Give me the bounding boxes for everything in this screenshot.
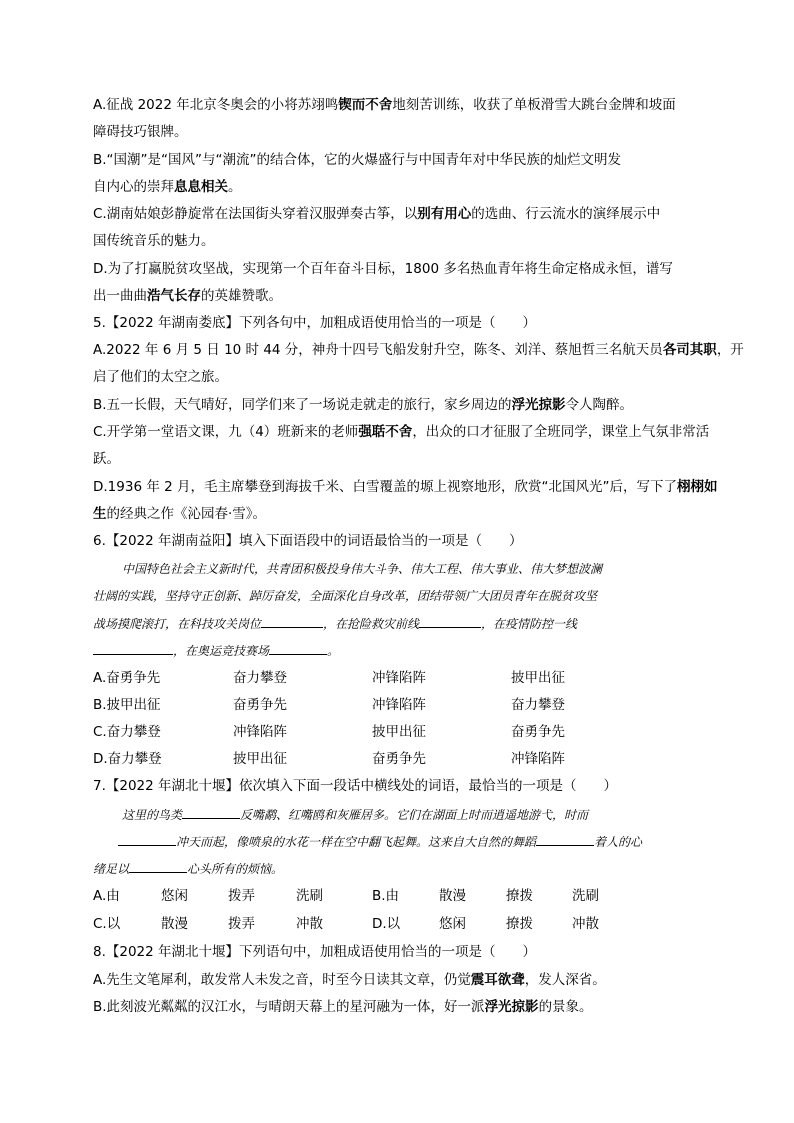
q7-option-c-word3: 拨弄 <box>228 916 255 932</box>
q5-stem: 5.【2022 年湖南娄底】下列各句中，加粗成语使用恰当的一项是（ ） <box>93 315 537 331</box>
q5-option-d-line1: D.1936 年 2 月，毛主席攀登到海拔千米、白雪覆盖的塬上视察地形，欣赏“北国风光”后，写下了栩栩如 <box>93 479 718 495</box>
q5-option-c-line1: C.开学第一堂语文课，九（4）班新来的老师强聒不舍，出众的口才征服了全班同学，课堂上气氛非常活 <box>93 424 710 440</box>
q6-option-b-label: B.披甲出征 <box>93 697 161 713</box>
q7-blank-1 <box>182 804 240 819</box>
q5-option-c-idiom: 强聒不舍 <box>358 424 413 440</box>
q6-option-a-label: A.奋勇争先 <box>93 670 161 686</box>
q5-option-d-idiom-part1: 栩栩如 <box>677 479 718 495</box>
q6-option-d-label: D.奋力攀登 <box>93 751 162 767</box>
q4-option-b-line1: B.“国潮”是“国风”与“潮流”的结合体，它的火爆盛行与中国青年对中华民族的灿烂文明发 <box>93 152 622 168</box>
q6-blank-4 <box>269 640 327 655</box>
q7-passage-line3: 绪足以 心头所有的烦恼。 <box>93 858 283 879</box>
q5-option-c-line2: 跃。 <box>93 451 120 467</box>
q5-option-b-idiom: 浮光掠影 <box>511 397 566 413</box>
q8-option-a: A.先生文笔犀利，敢发常人未发之音，时至今日读其文章，仍觉震耳欲聋，发人深省。 <box>93 972 606 988</box>
q7-passage-line2: 冲天而起，像喷泉的水花一样在空中翻飞起舞。这来自大自然的舞蹈 着人的心 <box>118 831 642 852</box>
q6-passage-line3: 战场摸爬滚打，在科技攻关岗位 ，在抢险救灾前线 ，在疫情防控一线 <box>93 613 577 634</box>
q6-option-a-word3: 冲锋陷阵 <box>372 670 426 686</box>
q7-option-c-word2: 散漫 <box>161 916 188 932</box>
q6-blank-3 <box>93 640 173 655</box>
q6-stem: 6.【2022 年湖南益阳】填入下面语段中的词语最恰当的一项是（ ） <box>93 533 523 549</box>
q7-option-d-word4: 冲散 <box>572 916 599 932</box>
q5-option-d-line2: 生的经典之作《沁园春·雪》。 <box>93 506 267 522</box>
q4-option-d-line1: D.为了打赢脱贫攻坚战，实现第一个百年奋斗目标，1800 多名热血青年将生命定格成永恒，谱写 <box>93 261 673 277</box>
q6-option-b-word2: 奋勇争先 <box>233 697 287 713</box>
q6-option-c-word3: 披甲出征 <box>372 724 426 740</box>
q6-passage-line2: 壮阔的实践，坚持守正创新、踔厉奋发，全面深化自身改革，团结带领广大团员青年在脱贫攻坚 <box>93 589 598 603</box>
q4-option-a-line1: A.征战 2022 年北京冬奥会的小将苏翊鸣锲而不舍地刻苦训练，收获了单板滑雪大跳台金牌和坡面 <box>93 97 676 113</box>
q7-blank-4 <box>129 858 187 873</box>
q5-option-a-line2: 启了他们的太空之旅。 <box>93 369 228 385</box>
q7-option-c-word4: 冲散 <box>296 916 323 932</box>
q7-option-a-word3: 拨弄 <box>228 888 255 904</box>
q7-option-c-label: C.以 <box>93 916 121 932</box>
q6-option-d-word3: 奋勇争先 <box>372 751 426 767</box>
q4-option-d-idiom: 浩气长存 <box>147 288 201 304</box>
q6-option-b-word4: 奋力攀登 <box>511 697 565 713</box>
q8-stem: 8.【2022 年湖北十堰】下列语句中，加粗成语使用恰当的一项是（ ） <box>93 944 537 960</box>
q7-option-b-word2: 散漫 <box>439 888 466 904</box>
q7-option-d-word3: 撩拨 <box>506 916 533 932</box>
q4-option-c-idiom: 别有用心 <box>417 206 472 222</box>
q7-option-b-word3: 撩拨 <box>506 888 533 904</box>
q7-option-a-word4: 洗刷 <box>296 888 323 904</box>
q5-option-a-line1: A.2022 年 6 月 5 日 10 时 44 分，神舟十四号飞船发射升空，陈冬、刘洋、蔡旭哲三名航天员各司其职，开 <box>93 342 744 358</box>
q7-option-d-word2: 悠闲 <box>439 916 466 932</box>
q6-blank-1 <box>261 613 323 628</box>
q4-option-a-idiom: 锲而不舍 <box>338 97 393 113</box>
q7-blank-3 <box>536 831 594 846</box>
q7-option-a-label: A.由 <box>93 888 120 904</box>
q7-stem: 7.【2022 年湖北十堰】依次填入下面一段话中横线处的词语，最恰当的一项是（ ） <box>93 778 618 794</box>
q7-blank-2 <box>118 831 176 846</box>
q4-option-d-line2: 出一曲曲浩气长存的英雄赞歌。 <box>93 288 282 304</box>
q8-option-b-idiom: 浮光掠影 <box>484 999 539 1015</box>
q6-blank-2 <box>419 613 481 628</box>
q4-option-c-line1: C.湖南姑娘彭静旋常在法国街头穿着汉服弹奏古筝，以别有用心的选曲、行云流水的演绎展示中 <box>93 206 661 222</box>
q8-option-a-idiom: 震耳欲聋 <box>470 972 525 988</box>
q6-passage-line1: 中国特色社会主义新时代，共青团积极投身伟大斗争、伟大工程、伟大事业、伟大梦想波澜 <box>122 562 603 576</box>
q6-option-d-word4: 冲锋陷阵 <box>511 751 565 767</box>
q6-option-a-word4: 披甲出征 <box>511 670 565 686</box>
q6-option-c-word4: 奋勇争先 <box>511 724 565 740</box>
q8-option-b: B.此刻波光粼粼的汉江水，与晴朗天幕上的星河融为一体，好一派浮光掠影的景象。 <box>93 999 593 1015</box>
q4-option-b-idiom: 息息相关 <box>174 179 228 195</box>
q4-option-a-line2: 障碍技巧银牌。 <box>93 124 188 140</box>
q7-passage-line1: 这里的鸟类 反嘴鹬、红嘴鸥和灰雁居多。它们在湖面上时而逍遥地游弋，时而 <box>122 804 588 825</box>
q7-option-b-word4: 洗刷 <box>572 888 599 904</box>
q7-option-b-label: B.由 <box>372 888 400 904</box>
q5-option-b: B.五一长假，天气晴好，同学们来了一场说走就走的旅行，家乡周边的浮光掠影令人陶醉。 <box>93 397 634 413</box>
q4-option-c-line2: 国传统音乐的魅力。 <box>93 233 215 249</box>
q4-option-b-line2: 自内心的崇拜息息相关。 <box>93 179 242 195</box>
q6-option-c-word2: 冲锋陷阵 <box>233 724 287 740</box>
q6-passage-line4: ，在奥运竞技赛场 。 <box>93 640 339 661</box>
q6-option-a-word2: 奋力攀登 <box>233 670 287 686</box>
q6-option-d-word2: 披甲出征 <box>233 751 287 767</box>
q5-option-a-idiom: 各司其职 <box>662 342 717 358</box>
q5-option-d-idiom-part2: 生 <box>93 506 107 522</box>
q7-option-d-label: D.以 <box>372 916 401 932</box>
q7-option-a-word2: 悠闲 <box>161 888 188 904</box>
q6-option-c-label: C.奋力攀登 <box>93 724 161 740</box>
q6-option-b-word3: 冲锋陷阵 <box>372 697 426 713</box>
